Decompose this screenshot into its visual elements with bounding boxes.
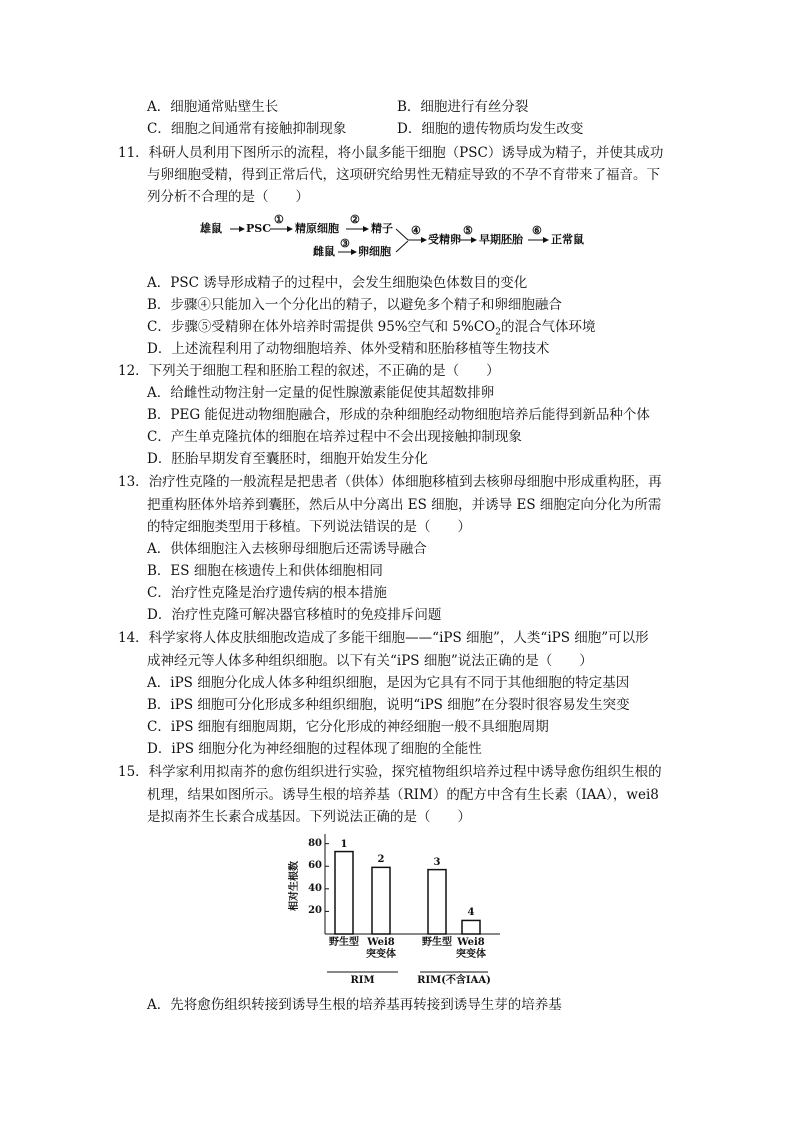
flow-egg: 卵细胞	[358, 245, 391, 258]
q14-stem-line: 成神经元等人体多种组织细胞。以下有关“iPS 细胞”说法正确的是（ ）	[147, 653, 593, 669]
flow-step-6: ⑥	[532, 224, 542, 237]
flow-male-mouse: 雄鼠	[200, 222, 222, 235]
q13-stem-line: 的特定细胞类型用于移植。下列说法错误的是（ ）	[147, 519, 471, 535]
chart-y-tick-label: 40	[308, 882, 322, 894]
chart-y-tick-label: 60	[308, 860, 322, 872]
flow-step-4: ④	[411, 224, 421, 237]
q11-stem-line: 与卵细胞受精，得到正常后代，这项研究给男性无精症导致的不孕不育带来了福音。下	[147, 167, 660, 183]
q14-option-d: D．iPS 细胞分化为神经细胞的过程体现了细胞的全能性	[147, 741, 482, 757]
chart-bar-label: 3	[433, 856, 441, 868]
chart-category-label: Wei8	[457, 937, 485, 948]
q12-option-c: C．产生单克隆抗体的细胞在培养过程中不会出现接触抑制现象	[147, 429, 522, 445]
q11-option-d: D．上述流程利用了动物细胞培养、体外受精和胚胎移植等生物技术	[147, 341, 550, 357]
q13-option-b: B．ES 细胞在核遗传上和供体细胞相同	[147, 563, 383, 579]
q15-stem-line: 15．科学家利用拟南芥的愈伤组织进行实验，探究植物组织培养过程中诱导愈伤组织生根的	[118, 764, 662, 780]
chart-category-label: Wei8	[367, 937, 395, 948]
chart-category-label: 突变体	[456, 949, 486, 960]
flow-step-2: ②	[350, 213, 360, 226]
flow-sperm: 精子	[371, 222, 393, 235]
flow-female-mouse: 雌鼠	[313, 245, 335, 258]
q13-stem-line: 13．治疗性克隆的一般流程是把患者（供体）体细胞移植到去核卵母细胞中形成重构胚，再	[118, 474, 662, 490]
chart-category-label: 突变体	[366, 949, 396, 960]
flow-spermatogonia: 精原细胞	[295, 222, 339, 235]
chart-category-label: 野生型	[329, 937, 359, 948]
chart-ylabel: 相对生根数	[289, 861, 300, 911]
chart-bar-label: 1	[340, 838, 348, 850]
q13-option-c: C．治疗性克隆是治疗遗传病的根本措施	[147, 585, 387, 601]
q13-stem-line: 把重构胚体外培养到囊胚，然后从中分离出 ES 细胞，并诱导 ES 细胞定向分化为所需	[147, 497, 662, 513]
chart-bar	[335, 852, 353, 934]
flow-early-embryo: 早期胚胎	[479, 233, 523, 246]
q11-option-a: A．PSC 诱导形成精子的过程中，会发生细胞染色体数目的变化	[147, 275, 528, 291]
flow-psc: PSC	[246, 222, 271, 235]
flow-step-5: ⑤	[463, 224, 473, 237]
q13-option-d: D．治疗性克隆可解决器官移植时的免疫排斥问题	[147, 607, 442, 623]
chart-y-tick-label: 80	[308, 837, 322, 849]
q10-option-c: C．细胞之间通常有接触抑制现象	[147, 121, 347, 137]
q11-option-b: B．步骤④只能加入一个分化出的精子，以避免多个精子和卵细胞融合	[147, 297, 562, 313]
flow-fertilized-egg: 受精卵	[428, 233, 461, 246]
q14-option-b: B．iPS 细胞可分化形成多种组织细胞，说明“iPS 细胞”在分裂时很容易发生突变	[147, 697, 630, 713]
q15-option-a: A．先将愈伤组织转接到诱导生根的培养基再转接到诱导生芽的培养基	[147, 997, 562, 1013]
q14-stem-line: 14．科学家将人体皮肤细胞改造成了多能干细胞——“iPS 细胞”，人类“iPS 细胞”可以形	[118, 630, 649, 646]
q12-option-b: B．PEG 能促进动物细胞融合，形成的杂种细胞经动物细胞培养后能得到新品种个体	[147, 407, 650, 423]
chart-bar	[462, 920, 480, 934]
chart-bar	[372, 867, 390, 934]
q13-option-a: A．供体细胞注入去核卵母细胞后还需诱导融合	[147, 541, 427, 557]
chart-bar-label: 4	[467, 907, 475, 919]
q11-stem-line: 11．科研人员利用下图所示的流程，将小鼠多能干细胞（PSC）诱导成为精子，并使其成功	[118, 145, 664, 161]
q10-option-b: B．细胞进行有丝分裂	[397, 99, 529, 115]
chart-category-label: 野生型	[422, 937, 452, 948]
q11-stem-line: 列分析不合理的是（ ）	[147, 189, 309, 205]
q12-stem-line: 12．下列关于细胞工程和胚胎工程的叙述，不正确的是（ ）	[118, 363, 500, 379]
q14-option-a: A．iPS 细胞分化成人体多种组织细胞，是因为它具有不同于其他细胞的特定基因	[147, 675, 630, 691]
flow-step-3: ③	[340, 237, 350, 250]
flow-step-1: ①	[274, 213, 284, 226]
q15-stem-line: 是拟南芥生长素合成基因。下列说法正确的是（ ）	[147, 809, 471, 825]
chart-group-label: RIM	[350, 975, 375, 986]
q11-option-c-subscript: 2	[495, 327, 501, 338]
q12-option-d: D．胚胎早期发育至囊胚时，细胞开始发生分化	[147, 451, 428, 467]
q14-option-c: C．iPS 细胞有细胞周期，它分化形成的神经细胞一般不具细胞周期	[147, 719, 549, 735]
q10-option-a: A．细胞通常贴壁生长	[147, 99, 279, 115]
q11-option-c-text: C．步骤⑤受精卵在体外培养时需提供 95%空气和 5%CO	[147, 319, 496, 335]
chart-bar	[428, 870, 446, 934]
q11-option-c-text: 的混合气体环境	[500, 319, 596, 335]
flow-normal-mouse: 正常鼠	[551, 233, 584, 246]
chart-y-tick-label: 20	[308, 905, 322, 917]
chart-group-label: RIM(不含IAA)	[417, 975, 491, 986]
q15-stem-line: 机理，结果如图所示。诱导生根的培养基（RIM）的配方中含有生长素（IAA），wei8	[147, 787, 659, 803]
q12-option-a: A．给雌性动物注射一定量的促性腺激素能促使其超数排卵	[147, 385, 495, 401]
q10-option-d: D．细胞的遗传物质均发生改变	[397, 121, 584, 137]
chart-bar-label: 2	[377, 854, 385, 866]
